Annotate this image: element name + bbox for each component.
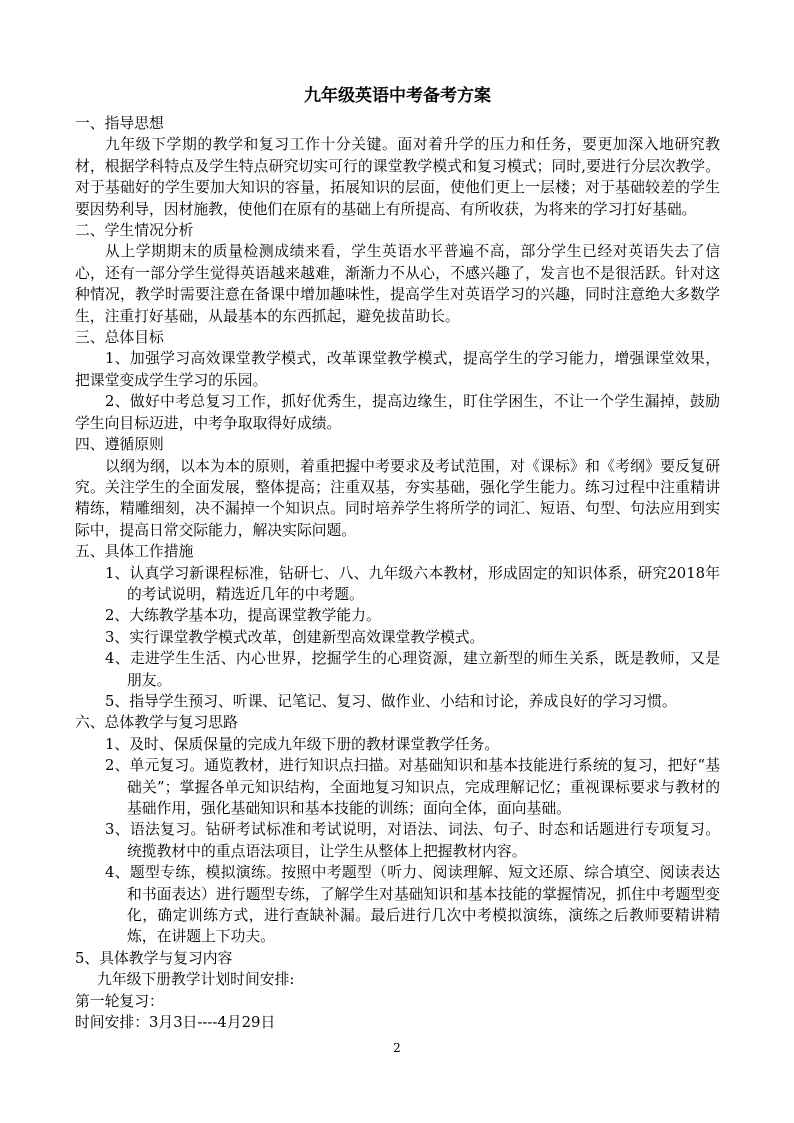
- review-approach-item: 4、题型专练，模拟演练。按照中考题型（听力、阅读理解、短文还原、综合填空、阅读表达和书面表达）进行题型专练，了解学生对基础知识和基本技能的掌握情况，抓住中考题型变化，确定训练方式，进行查缺补漏。最后进行几次中考模拟演练，演练之后教师要精讲精炼，在讲题上下功夫。: [105, 864, 720, 946]
- time-schedule-text: 时间安排：3月3日----4月29日: [75, 1014, 276, 1032]
- section-paragraph-guiding-ideology: 九年级下学期的教学和复习工作十分关键。面对着升学的压力和任务，要更加深入地研究教材，根据学科特点及学生特点研究切实可行的课堂教学模式和复习模式；同时,要进行分层次教学。对于基础好的学生要加大知识的容量，拓展知识的层面，使他们更上一层楼；对于基础较差的学生要因势利导，因材施教，使他们在原有的基础上有所提高、有所收获，为将来的学习打好基础。: [75, 136, 720, 218]
- overall-goal-item: 2、做好中考总复习工作，抓好优秀生，提高边缘生，盯住学困生，不让一个学生漏掉，鼓励学生向目标迈进，中考争取取得好成绩。: [75, 393, 720, 432]
- section-paragraph-student-analysis: 从上学期期末的质量检测成绩来看，学生英语水平普遍不高，部分学生已经对英语失去了信心，还有一部分学生觉得英语越来越难，渐渐力不从心，不感兴趣了，发言也不是很活跃。针对这种情况，教学时需要注意在备课中增加趣味性，提高学生对英语学习的兴趣，同时注意绝大多数学生，注重打好基础，从最基本的东西抓起，避免拔苗助长。: [75, 243, 720, 325]
- work-measure-item: 1、认真学习新课程标准，钻研七、八、九年级六本教材，形成固定的知识体系，研究2018年的考试说明，精选近几年的中考题。: [105, 564, 720, 603]
- document-title: 九年级英语中考备考方案: [304, 86, 491, 106]
- teaching-schedule-subheading: 九年级下册教学计划时间安排:: [97, 971, 295, 989]
- section-paragraph-principles: 以纲为纲，以本为本的原则，着重把握中考要求及考试范围，对《课标》和《考纲》要反复研究。关注学生的全面发展，整体提高；注重双基，夯实基础，强化学生能力。练习过程中注重精讲精练，精雕细刻，决不漏掉一个知识点。同时培养学生将所学的词汇、短语、句型、句法应用到实际中，提高日常交际能力，解决实际问题。: [75, 457, 720, 539]
- section-heading-principles: 四、遵循原则: [75, 436, 164, 454]
- section-heading-student-analysis: 二、学生情况分析: [75, 222, 194, 240]
- work-measure-item: 5、指导学生预习、听课、记笔记、复习、做作业、小结和讨论，养成良好的学习习惯。: [105, 692, 677, 710]
- review-approach-item: 3、语法复习。钻研考试标准和考试说明，对语法、词法、句子、时态和话题进行专项复习。统揽教材中的重点语法项目，让学生从整体上把握教材内容。: [105, 821, 720, 860]
- first-round-review-label: 第一轮复习：: [75, 992, 164, 1010]
- page-number: 2: [393, 1041, 401, 1055]
- review-approach-item: 1、及时、保质保量的完成九年级下册的教材课堂教学任务。: [105, 735, 500, 753]
- review-approach-item: 2、单元复习。通览教材，进行知识点扫描。对基础知识和基本技能进行系统的复习，把好“基础关”；掌握各单元知识结构，全面地复习知识点，完成理解记忆；重视课标要求与教材的基础作用，强化基础知识和基本技能的训练；面向全体，面向基础。: [105, 757, 720, 817]
- section-heading-review-approach: 六、总体教学与复习思路: [75, 714, 238, 732]
- work-measure-item: 2、大练教学基本功，提高课堂教学能力。: [105, 607, 381, 625]
- section-heading-review-content: 5、具体教学与复习内容: [75, 949, 233, 967]
- work-measure-item: 3、实行课堂教学模式改革，创建新型高效课堂教学模式。: [105, 628, 485, 646]
- document-page: [75, 85, 720, 1033]
- section-heading-guiding-ideology: 一、指导思想: [75, 115, 164, 132]
- overall-goal-item: 1、加强学习高效课堂教学模式，改革课堂教学模式，提高学生的学习能力，增强课堂效果，把课堂变成学生学习的乐园。: [75, 350, 720, 389]
- section-heading-overall-goals: 三、总体目标: [75, 329, 164, 347]
- work-measure-item: 4、走进学生生活、内心世界，挖掘学生的心理资源，建立新型的师生关系，既是教师，又是朋友。: [105, 650, 720, 689]
- section-heading-work-measures: 五、具体工作措施: [75, 543, 194, 561]
